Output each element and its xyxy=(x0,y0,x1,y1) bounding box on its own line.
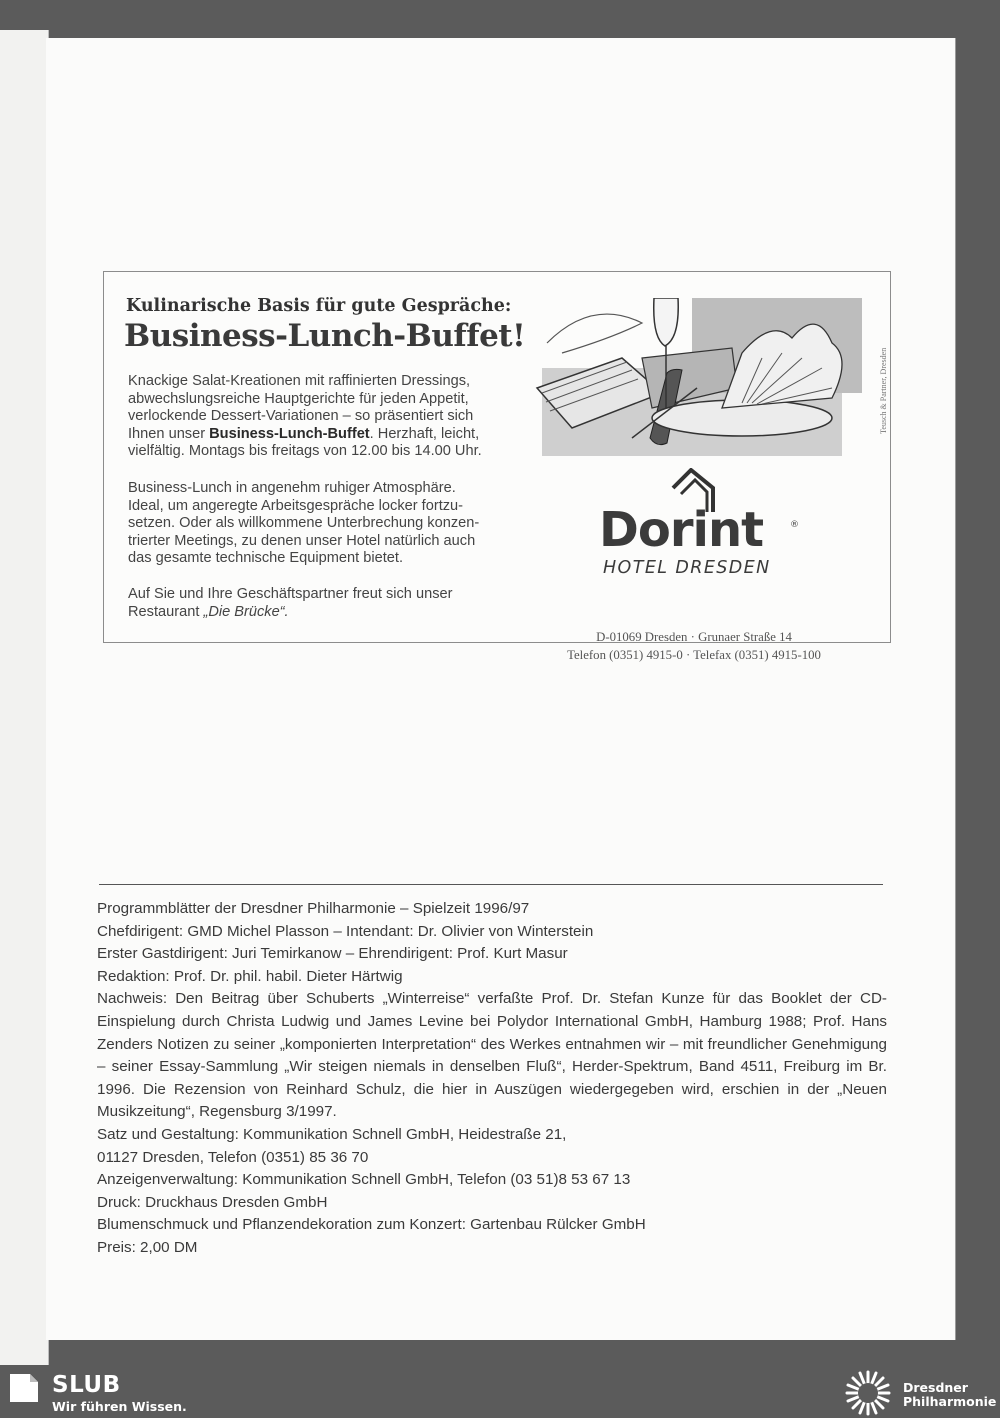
ad-paragraph-restaurant xyxy=(128,586,528,621)
ad-text-line xyxy=(128,426,528,444)
ad-subtitle: Kulinarische Basis für gute Gespräche: xyxy=(126,296,512,316)
hotel-address: D-01069 Dresden · Grunaer Straße 14 xyxy=(596,630,792,644)
hotel-name: HOTEL DRESDEN xyxy=(603,558,771,578)
slub-logo-icon xyxy=(8,1372,40,1404)
ad-text-line: setzen. Oder als willkommene Unterbrechung konzen- xyxy=(128,515,480,532)
facing-page-edge xyxy=(0,30,49,1365)
hotel-phone: Telefon (0351) 4915-0 · Telefax (0351) 4915-100 xyxy=(567,648,821,662)
imprint-credits: Nachweis: Den Beitrag über Schuberts „Winterreise“ verfaßte Prof. Dr. Stefan Kunze für das Booklet der CD-Einspielung durch Christa Ludwig und James Levine bei Polydor International GmbH, Hamburg 1988; Prof. Hans Zenders Notizen zu seiner „komponierten Interpretation“ des Werkes entnahmen wir – mit freundlicher Genehmigung – seiner Essay-Sammlung „Wir steigen niemals in denselben Fluß“, Herder-Spektrum, Band 4511, Freiburg im Br. 1996. Die Rezension von Reinhard Schulz, die hier in Auszügen wiedergegeben wird, erschien in der „Neuen Musikzeitung“, Regensburg 3/1997. xyxy=(97,990,887,1121)
imprint-block xyxy=(97,898,887,1260)
lunch-illustration xyxy=(532,298,862,468)
imprint-line: Chefdirigent: GMD Michel Plasson – Intendant: Dr. Olivier von Winterstein xyxy=(97,922,594,940)
slub-name: SLUB xyxy=(52,1372,121,1398)
imprint-line: Redaktion: Prof. Dr. phil. habil. Dieter Härtwig xyxy=(97,967,403,985)
sunburst-logo-icon xyxy=(842,1370,894,1416)
ad-text-fragment: . Herzhaft, leicht, xyxy=(369,425,480,442)
ad-text-line xyxy=(128,604,528,622)
partner-name-line1: Dresdner xyxy=(903,1380,968,1395)
slub-tagline: Wir führen Wissen. xyxy=(52,1399,187,1414)
partner-name-line2: Philharmonie xyxy=(903,1394,997,1409)
ad-text-line: trierter Meetings, zu denen unser Hotel natürlich auch xyxy=(128,532,476,549)
imprint-line: Programmblätter der Dresdner Philharmonie – Spielzeit 1996/97 xyxy=(97,900,530,917)
ad-paragraph-business xyxy=(128,480,528,568)
ad-text-line: Knackige Salat-Kreationen mit raffinierten Dressings, xyxy=(128,373,471,389)
imprint-line: Druck: Druckhaus Dresden GmbH xyxy=(97,1193,328,1211)
imprint-line: Blumenschmuck und Pflanzendekoration zum Konzert: Gartenbau Rülcker GmbH xyxy=(97,1216,646,1234)
illustration-credit-text: Teusch & Partner, Dresden xyxy=(879,347,888,434)
restaurant-name: „Die Brücke“. xyxy=(203,603,289,620)
program-page xyxy=(46,38,955,1340)
imprint-line: 01127 Dresden, Telefon (0351) 85 36 70 xyxy=(97,1148,369,1166)
hotel-advertisement xyxy=(103,271,891,662)
ad-text-fragment: Ihnen unser xyxy=(128,425,210,442)
ad-bold-buffet: Business-Lunch-Buffet xyxy=(209,425,370,442)
dorint-logo-text: Dorint xyxy=(599,502,764,558)
ad-text-line: Business-Lunch in angenehm ruhiger Atmosphäre. xyxy=(128,480,456,496)
ad-text-fragment: Restaurant xyxy=(128,603,204,620)
imprint-price: Preis: 2,00 DM xyxy=(97,1238,198,1256)
ad-title: Business-Lunch-Buffet! xyxy=(124,318,526,354)
illustration-credit xyxy=(869,304,888,444)
imprint-line: Satz und Gestaltung: Kommunikation Schnell GmbH, Heidestraße 21, xyxy=(97,1125,567,1143)
ad-text-line: abwechslungsreiche Hauptgerichte für jeden Appetit, xyxy=(128,390,469,407)
ad-text-line: Ideal, um angeregte Arbeitsgespräche locker fortzu- xyxy=(128,497,464,514)
ad-text-line: Auf Sie und Ihre Geschäftspartner freut sich unser xyxy=(128,586,453,602)
ad-text-line: vielfältig. Montags bis freitags von 12.00 bis 14.00 Uhr. xyxy=(128,443,482,460)
ad-text-line: das gesamte technische Equipment bietet. xyxy=(128,550,404,567)
registered-mark: ® xyxy=(790,520,799,530)
imprint-line: Erster Gastdirigent: Juri Temirkanow – Ehrendirigent: Prof. Kurt Masur xyxy=(97,945,568,963)
imprint-divider xyxy=(99,884,883,885)
imprint-line: Anzeigenverwaltung: Kommunikation Schnell GmbH, Telefon (03 51)8 53 67 13 xyxy=(97,1171,631,1189)
ad-paragraph-buffet xyxy=(128,373,528,461)
ad-text-line: verlockende Dessert-Variationen – so präsentiert sich xyxy=(128,408,474,425)
